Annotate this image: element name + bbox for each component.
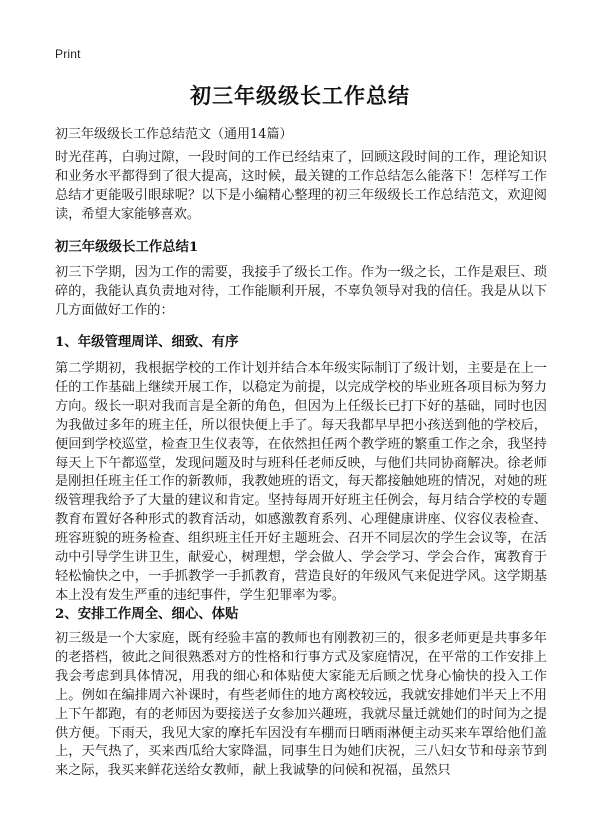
document-title: 初三年级级长工作总结 bbox=[190, 83, 410, 108]
management-paragraph: 第二学期初，我根据学校的工作计划并结合本年级实际制订了级计划，主要是在上一任的工作基础上继续开展工作，以稳定为前提，以完成学校的毕业班各项目标为努力方向。级长一职对我而言是全新的角色，但因为上任级长已打下好的基础，同时也因为我做过多年的班主任，所以很快便上手了。每天我都早早把小孩送到他的学校后，便回到学校巡堂，检查卫生仪表等，在依然担任两个教学班的繁重工作之余，我坚持每天上下午都巡堂，发现问题及时与班科任老师反映，与他们共同协商解决。徐老师是刚担任班主任工作的新教师，我教她班的语文，每天都接触她班的情况，对她的班级管理我给予了大量的建议和肯定。坚持每周开好班主任例会，每月结合学校的专题教育布置好各种形式的教育活动，如感激教育系列、心理健康讲座、仪容仪表检查、班容班貌的班务检查、组织班主任开好主题班会、召开不同层次的学生会议等，在活动中引导学生讲卫生，献爱心，树理想，学会做人、学会学习、学会合作，寓教育于轻松愉快之中，一手抓教学一手抓教育，营造良好的年级风气来促进学风。这学期基本上没有发生严重的违纪事件，学生犯罪率为零。 bbox=[55, 361, 547, 603]
document-subtitle: 初三年级级长工作总结范文（通用14篇） bbox=[55, 127, 293, 142]
section-intro-paragraph: 初三下学期，因为工作的需要，我接手了级长工作。作为一级之长，工作是艰巨、琐碎的，我能认真负责地对待，工作能顺利开展，不辜负领导对我的信任。我是从以下几方面做好工作的： bbox=[55, 265, 547, 318]
section-title: 初三年级级长工作总结1 bbox=[55, 239, 199, 255]
intro-paragraph: 时光荏苒，白驹过隙，一段时间的工作已经结束了，回顾这段时间的工作，理论知识和业务水平都得到了很大提高，这时候，最关键的工作总结怎么能落下！怎样写工作总结才更能吸引眼球呢？以下是小编精心整理的初三年级级长工作总结范文，欢迎阅读，希望大家能够喜欢。 bbox=[55, 150, 547, 222]
print-link[interactable]: Print bbox=[55, 47, 81, 61]
subheading-management: 1、年级管理周详、细致、有序 bbox=[55, 334, 239, 350]
subheading-arrangement: 2、安排工作周全、细心、体贴 bbox=[55, 606, 239, 622]
arrangement-paragraph: 初三级是一个大家庭，既有经验丰富的教师也有刚教初三的，很多老师更是共事多年的老搭档，彼此之间很熟悉对方的性格和行事方式及家庭情况，在平常的工作安排上我会考虑到具体情况，用我的细心和体贴使大家能无后顾之忧身心愉快的投入工作上。例如在编排周六补课时，有些老师住的地方离校较远，我就安排她们半天上不用上下午都跑，有的老师因为要接送子女参加兴趣班，我就尽量迁就她们的时间为之提供方便。下雨天，我见大家的摩托车因没有车棚而日晒雨淋便主动买来车罩给他们盖上，天气热了，买来西瓜给大家降温，同事生日为她们庆祝，三八妇女节和母亲节到来之际，我买来鲜花送给女教师，献上我诚挚的问候和祝福，虽然只 bbox=[55, 631, 547, 779]
